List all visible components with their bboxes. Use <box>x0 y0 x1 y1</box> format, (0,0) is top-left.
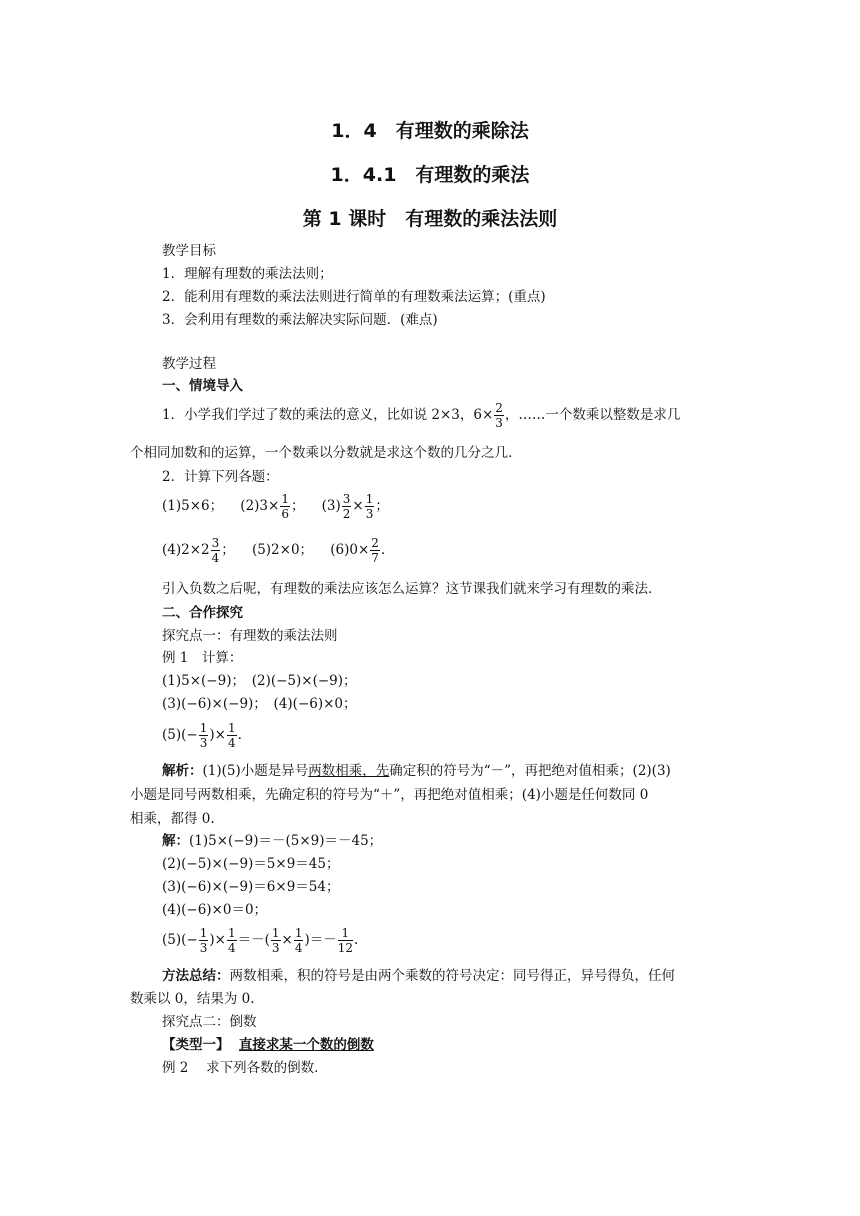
goal-item: 1．理解有理数的乘法法则； <box>162 266 333 282</box>
fraction: $\frac{1}{4}$ <box>227 721 236 750</box>
section-title: 1．4 有理数的乘除法 <box>331 120 529 142</box>
subsection-title: 1．4.1 有理数的乘法 <box>330 164 530 186</box>
fraction: $\frac{1}{6}$ <box>281 492 289 521</box>
fraction: $\frac{1}{3}$ <box>271 926 280 955</box>
fraction: $\frac{1}{4}$ <box>294 926 303 955</box>
transition-text: 引入负数之后呢，有理数的乘法应该怎么运算？这节课我们就来学习有理数的乘法． <box>162 581 662 597</box>
calc-heading: 2．计算下列各题： <box>162 469 279 485</box>
fraction: $\frac{2}{3}$ <box>495 401 503 430</box>
summary-label: 方法总结： <box>162 968 230 984</box>
fraction: $\frac{3}{2}$ <box>342 492 351 521</box>
example1-heading: 例 1 计算： <box>162 650 243 666</box>
analysis-line-3: 相乘，都得 0. <box>130 811 215 827</box>
point2-heading: 探究点二：倒数 <box>162 1014 257 1030</box>
goals-heading: 教学目标 <box>162 243 216 259</box>
analysis-line-2: 小题是同号两数相乘，先确定积的符号为“＋”，再把绝对值相乘；(4)小题是任何数同 0 <box>130 787 649 803</box>
type1-title: 直接求某一个数的倒数 <box>238 1037 374 1053</box>
solution-label: 解： <box>162 833 189 849</box>
solution-line: (5)(− $\frac{1}{3}$ )× $\frac{1}{4}$ ＝－( $\frac{1}{3}$ × $\frac{1}{4}$ )＝－ $\frac{1}{12}$ . <box>162 926 359 955</box>
fraction: $\frac{1}{3}$ <box>199 926 208 955</box>
fraction: $\frac{2}{7}$ <box>371 536 379 565</box>
example1-line: (5)(− $\frac{1}{3}$ )× $\frac{1}{4}$ . <box>162 721 242 750</box>
point1-heading: 探究点一：有理数的乘法法则 <box>162 628 338 644</box>
example1-line: (1)5×(−9)； (2)(−5)×(−9)； <box>162 673 357 689</box>
intro-line-2: 个相同加数和的运算，一个数乘以分数就是求这个数的几分之几． <box>130 445 522 461</box>
part1-heading: 一、情境导入 <box>162 378 243 394</box>
process-heading: 教学过程 <box>162 356 216 372</box>
type1-heading <box>162 1036 374 1054</box>
fraction: $\frac{3}{4}$ <box>211 536 220 565</box>
intro-line-1: 1．小学我们学过了数的乘法的意义，比如说 2×3，6× $\frac{2}{3}$ ，……一个数乘以整数是求几 <box>162 401 681 430</box>
analysis-label: 解析： <box>162 763 203 779</box>
example1-line: (3)(−6)×(−9)； (4)(−6)×0； <box>162 696 357 712</box>
exercise-row-1: (1)5×6； (2)3× $\frac{1}{6}$ ； (3) $\frac{3}{2}$ × $\frac{1}{3}$ ； <box>162 492 389 521</box>
solution-line: (4)(−6)×0＝0； <box>162 902 268 918</box>
lesson-title: 第 1 课时 有理数的乘法法则 <box>302 208 558 230</box>
solution-line-1: 解：(1)5×(−9)＝－(5×9)＝－45； <box>162 833 383 849</box>
goal-item: 2．能利用有理数的乘法法则进行简单的有理数乘法运算；(重点) <box>162 289 546 305</box>
summary-line-2: 数乘以 0，结果为 0. <box>130 991 255 1007</box>
type1-label: 【类型一】 <box>162 1037 230 1053</box>
fraction: $\frac{1}{4}$ <box>227 926 236 955</box>
part2-heading: 二、合作探究 <box>162 605 243 621</box>
example2-heading: 例 2 求下列各数的倒数． <box>162 1060 328 1076</box>
exercise-row-2: (4)2×2 $\frac{3}{4}$ ； (5)2×0； (6)0× $\frac{2}{7}$ . <box>162 536 386 565</box>
solution-line: (2)(−5)×(−9)＝5×9＝45； <box>162 856 340 872</box>
fraction: $\frac{1}{12}$ <box>337 926 354 955</box>
fraction: $\frac{1}{3}$ <box>365 492 374 521</box>
solution-line: (3)(−6)×(−9)＝6×9＝54； <box>162 879 340 895</box>
summary-line-1: 方法总结：两数相乘，积的符号是由两个乘数的符号决定：同号得正，异号得负，任何 <box>162 968 675 984</box>
goal-item: 3．会利用有理数的乘法解决实际问题．(难点) <box>162 312 438 328</box>
fraction: $\frac{1}{3}$ <box>199 721 208 750</box>
analysis-line-1: 解析：(1)(5)小题是异号两数相乘，先确定积的符号为“－”，再把绝对值相乘；(2)(3) <box>162 763 671 779</box>
